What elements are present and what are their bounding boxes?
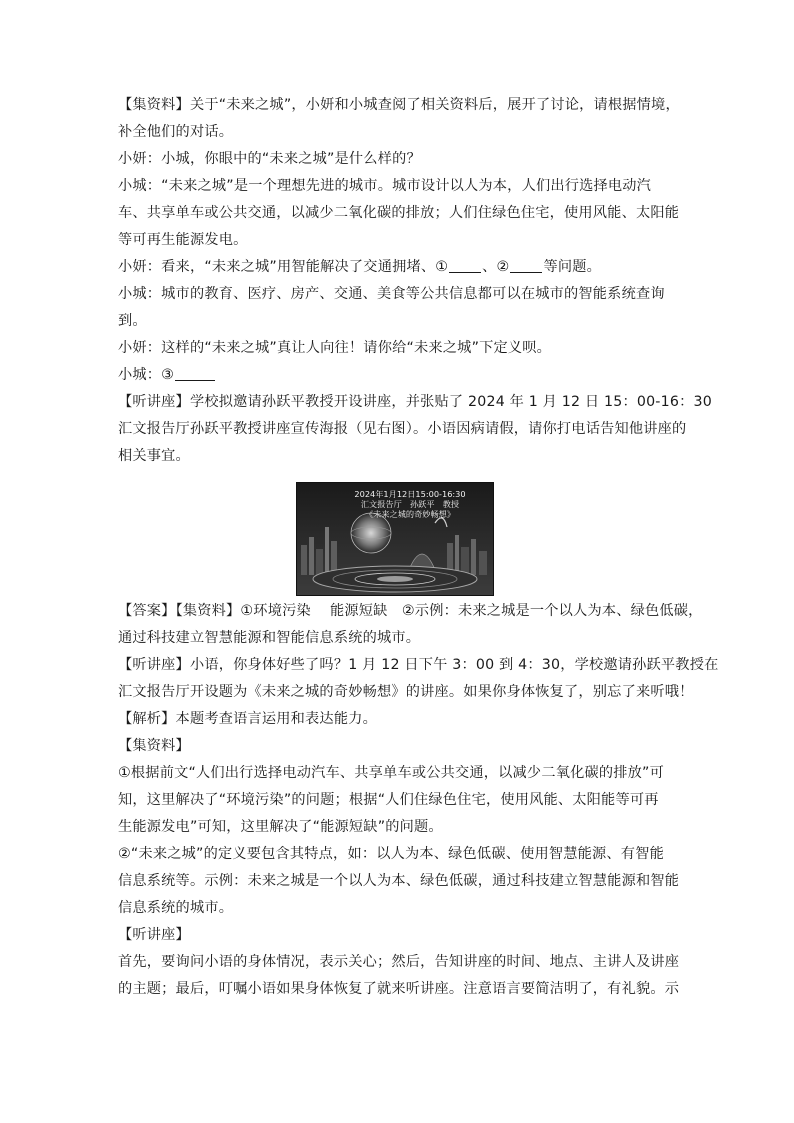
text-line: 信息系统等。示例：未来之城是一个以人为本、绿色低碳，通过科技建立智慧能源和智能 (118, 873, 680, 889)
text-line: ②“未来之城”的定义要包含其特点，如：以人为本、绿色低碳、使用智慧能源、有智能 (118, 846, 664, 862)
text-line: 【听讲座】 (118, 927, 190, 943)
text-line: 小城：“未来之城”是一个理想先进的城市。城市设计以人为本，人们出行选择电动汽 (118, 178, 652, 194)
text-line: 首先，要询问小语的身体情况，表示关心；然后，告知讲座的时间、地点、主讲人及讲座 (118, 954, 680, 970)
text-line: 通过科技建立智慧能源和智能信息系统的城市。 (118, 630, 421, 646)
document-body (118, 92, 719, 1003)
text-line: 小妍：小城，你眼中的“未来之城”是什么样的？ (118, 151, 421, 167)
text-line: 【答案】【集资料】①环境污染 能源短缺 ②示例：未来之城是一个以人为本、绿色低碳， (118, 603, 703, 619)
lecture-poster-image (296, 482, 494, 596)
text-line: 车、共享单车或公共交通，以减少二氧化碳的排放；人们住绿色住宅，使用风能、太阳能 (118, 205, 680, 221)
poster-lecture-title: 《未来之城的奇妙畅想》 (364, 509, 456, 519)
text-line: 补全他们的对话。 (118, 124, 234, 140)
text-line: 的主题；最后，叮嘱小语如果身体恢复了就来听讲座。注意语言要简洁明了，有礼貌。示 (118, 981, 680, 997)
blank-line-suffix: 等问题。 (543, 259, 602, 275)
text-line: 知，这里解决了“环境污染”的问题；根据“人们住绿色住宅，使用风能、太阳能等可再 (118, 792, 659, 808)
text-line: 小妍：这样的“未来之城”真让人向往！请你给“未来之城”下定义呗。 (118, 340, 552, 356)
text-line: 【集资料】 (118, 738, 190, 754)
text-line: 信息系统的城市。 (118, 900, 234, 916)
poster-container (118, 470, 678, 598)
text-line: 生能源发电”可知，这里解决了“能源短缺”的问题。 (118, 819, 443, 835)
poster-venue-speaker: 汇文报告厅 孙跃平 教授 (360, 499, 460, 509)
blank-line-prefix: 小妍：看来，“未来之城”用智能解决了交通拥堵、① (118, 259, 449, 275)
answer-blank-3 (175, 364, 215, 381)
text-line-with-blank (118, 362, 678, 389)
answer-blank-2 (510, 256, 542, 273)
text-line: 【解析】本题考查语言运用和表达能力。 (118, 711, 377, 727)
text-line: 【听讲座】小语，你身体好些了吗？1 月 12 日下午 3：00 到 4：30，学校邀请孙跃平教授在 (118, 657, 719, 673)
text-line: 【集资料】关于“未来之城”，小妍和小城查阅了相关资料后，展开了讨论，请根据情境， (118, 97, 680, 113)
poster-date-time: 2024年1月12日15:00-16:30 (354, 489, 466, 499)
text-line: 到。 (118, 313, 147, 329)
answer-blank-1 (449, 256, 481, 273)
text-line: 等可再生能源发电。 (118, 232, 248, 248)
text-line-with-blanks (118, 254, 678, 281)
text-line: 汇文报告厅开设题为《未来之城的奇妙畅想》的讲座。如果你身体恢复了，别忘了来听哦！ (118, 684, 694, 700)
text-line: 相关事宜。 (118, 448, 190, 464)
blank-separator: 、② (482, 259, 510, 275)
text-line: 小城：城市的教育、医疗、房产、交通、美食等公共信息都可以在城市的智能系统查询 (118, 286, 665, 302)
text-line: ①根据前文“人们出行选择电动汽车、共享单车或公共交通，以减少二氧化碳的排放”可 (118, 765, 664, 781)
text-line: 汇文报告厅孙跃平教授讲座宣传海报（见右图）。小语因病请假，请你打电话告知他讲座的 (118, 421, 687, 437)
answer-prefix: 小城：③ (118, 367, 175, 383)
text-line: 【听讲座】学校拟邀请孙跃平教授开设讲座，并张贴了 2024 年 1 月 12 日 15：00-16：30 (118, 394, 712, 410)
